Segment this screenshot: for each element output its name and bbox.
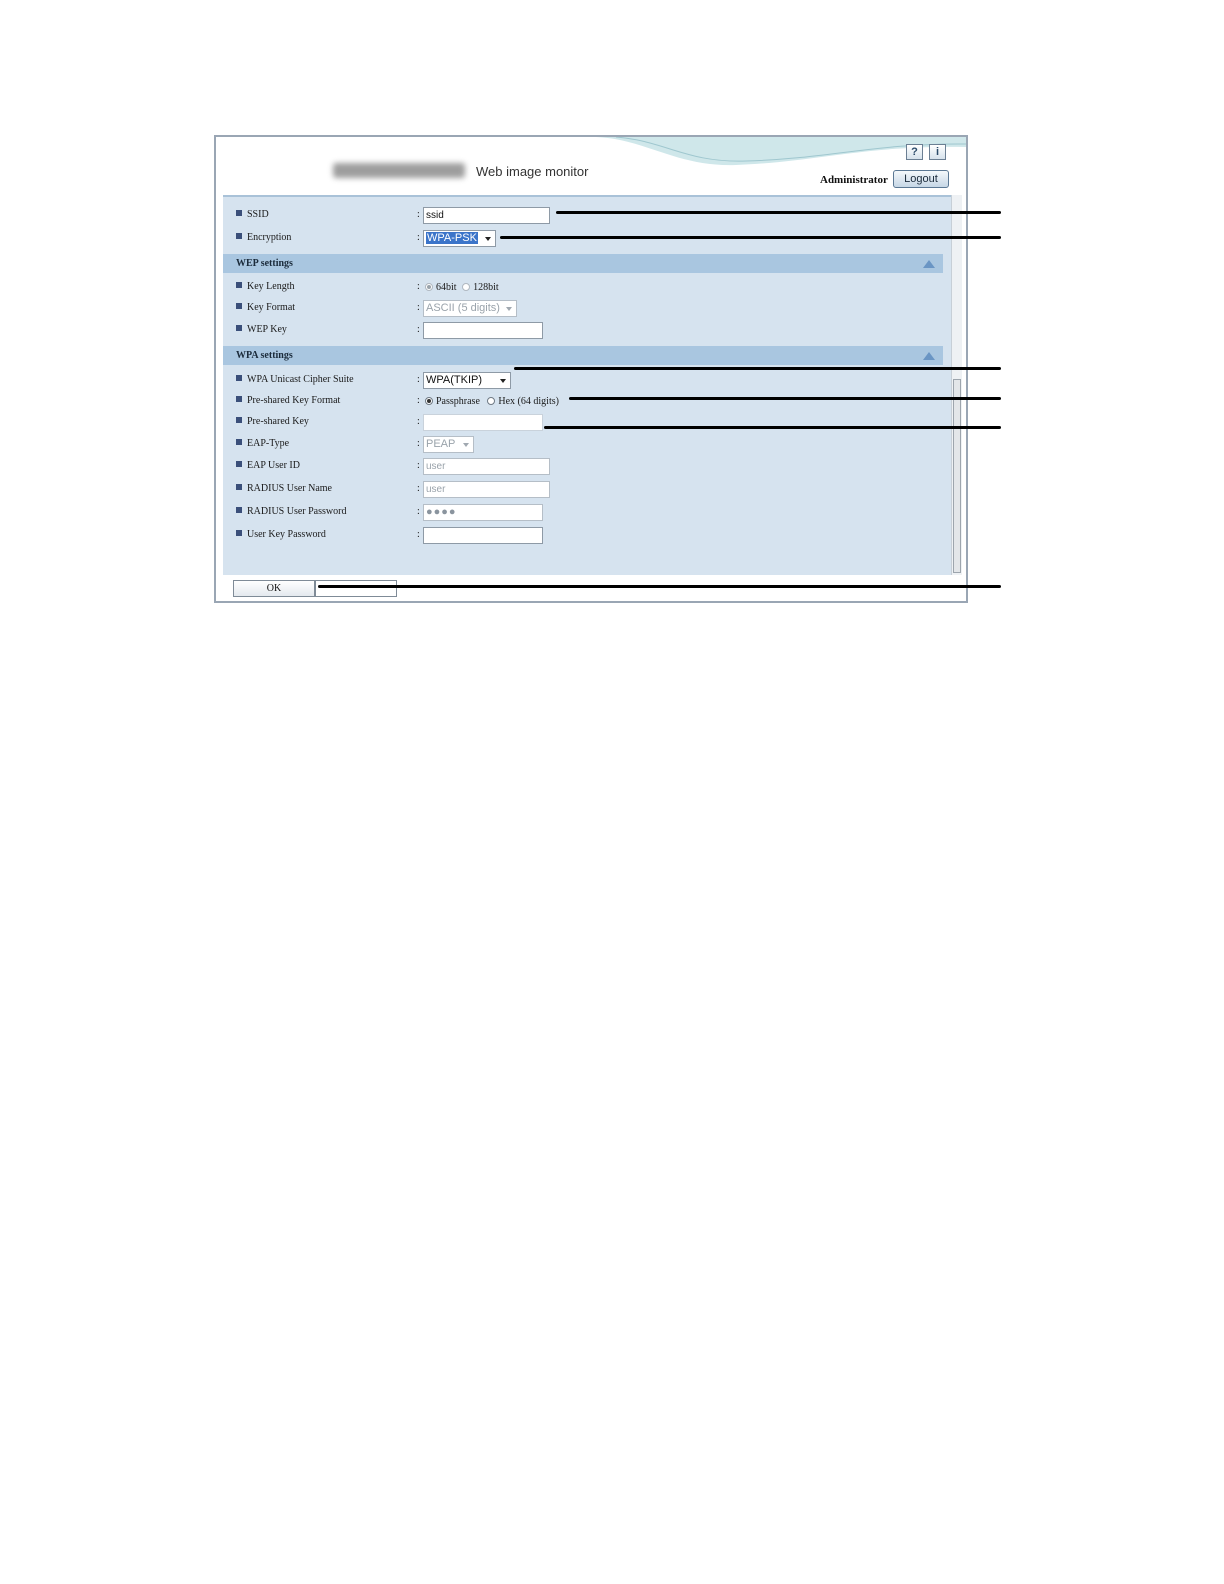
callout-line — [514, 367, 1001, 370]
callout-line — [569, 397, 1001, 400]
app-title: Web image monitor — [476, 164, 589, 179]
callout-line — [500, 236, 1001, 239]
bullet-icon — [236, 507, 242, 513]
wep-section-header[interactable] — [223, 254, 943, 273]
ssid-row — [236, 206, 269, 224]
key-length-radios — [425, 279, 499, 296]
key-format-select[interactable] — [423, 300, 517, 317]
ssid-input[interactable]: ssid — [423, 207, 550, 224]
scrollbar-thumb[interactable] — [953, 379, 961, 573]
radius-user-input[interactable]: user — [423, 481, 550, 498]
bullet-icon — [236, 417, 242, 423]
ok-button[interactable]: OK — [233, 580, 315, 597]
eap-user-id-label: EAP User ID — [247, 460, 300, 471]
encryption-label: Encryption — [247, 232, 292, 243]
brand-logo — [333, 163, 465, 178]
ssid-label: SSID — [247, 209, 269, 220]
key-format-row — [236, 299, 295, 317]
vertical-scrollbar[interactable] — [951, 195, 962, 575]
bullet-icon — [236, 210, 242, 216]
radius-user-label: RADIUS User Name — [247, 483, 332, 494]
wep-key-input[interactable] — [423, 322, 543, 339]
help-icon[interactable]: ? — [906, 144, 923, 160]
collapse-triangle-icon[interactable] — [923, 352, 935, 360]
radio-128bit-label: 128bit — [473, 282, 499, 293]
callout-line — [556, 211, 1001, 214]
collapse-triangle-icon[interactable] — [923, 260, 935, 268]
user-key-password-label: User Key Password — [247, 529, 326, 540]
chevron-down-icon — [506, 307, 512, 311]
eap-type-value: PEAP — [426, 438, 456, 450]
bullet-icon — [236, 484, 242, 490]
bullet-icon — [236, 439, 242, 445]
header-wave-decoration — [216, 137, 966, 195]
eap-type-label: EAP-Type — [247, 438, 290, 449]
wep-section-title: WEP settings — [236, 258, 293, 269]
user-key-password-row — [236, 526, 326, 544]
wpa-section-header[interactable] — [223, 346, 943, 365]
bullet-icon — [236, 461, 242, 467]
bullet-icon — [236, 375, 242, 381]
encryption-select[interactable] — [423, 230, 496, 247]
key-length-row — [236, 278, 295, 296]
callout-line — [318, 585, 1001, 588]
wep-key-label: WEP Key — [247, 324, 287, 335]
key-format-label: Key Format — [247, 302, 296, 313]
user-key-password-input[interactable] — [423, 527, 543, 544]
eap-user-id-input[interactable]: user — [423, 458, 550, 475]
radius-user-row — [236, 480, 332, 498]
chevron-down-icon — [485, 237, 491, 241]
eap-type-row — [236, 435, 289, 453]
psk-format-radios — [425, 393, 559, 410]
cipher-select[interactable] — [423, 372, 511, 389]
bullet-icon — [236, 233, 242, 239]
encryption-row — [236, 229, 291, 247]
radio-hex[interactable] — [487, 397, 495, 405]
logout-button[interactable]: Logout — [893, 170, 949, 188]
bullet-icon — [236, 396, 242, 402]
callout-line — [544, 426, 1001, 429]
cipher-label: WPA Unicast Cipher Suite — [247, 374, 354, 385]
radius-password-row — [236, 503, 346, 521]
radius-password-label: RADIUS User Password — [247, 506, 347, 517]
key-format-value: ASCII (5 digits) — [426, 302, 500, 314]
psk-format-label: Pre-shared Key Format — [247, 395, 341, 406]
wep-key-row — [236, 321, 287, 339]
secondary-button[interactable] — [315, 580, 397, 597]
bullet-icon — [236, 282, 242, 288]
chevron-down-icon — [500, 379, 506, 383]
radio-hex-label: Hex (64 digits) — [498, 396, 559, 407]
wpa-section-title: WPA settings — [236, 350, 293, 361]
eap-type-select[interactable] — [423, 436, 474, 453]
password-mask: ●●●● — [426, 506, 457, 518]
radio-64bit[interactable] — [425, 283, 433, 291]
psk-row — [236, 413, 309, 431]
eap-user-id-row — [236, 457, 300, 475]
footer-bar — [223, 575, 963, 601]
radio-64bit-label: 64bit — [436, 282, 457, 293]
cipher-value: WPA(TKIP) — [426, 374, 483, 386]
radio-passphrase-label: Passphrase — [436, 396, 480, 407]
user-role-label: Administrator — [820, 174, 888, 186]
psk-format-row — [236, 392, 340, 410]
radio-128bit[interactable] — [462, 283, 470, 291]
psk-input[interactable] — [423, 414, 543, 431]
settings-panel: SSID : ssid Encryption : WPA-PSK WEP settings Key Length : 64bit 128bit Key Format : ASCII (5 digits) WEP Key : WPA settings WPA Unicast Cipher Suite : WPA(TKIP) Pre-shared Key Format : Passphrase Hex (64 digits) Pre-shared Key : EAP-Type : PEAP EAP User ID : user RADIUS User Name : user RADIUS User Password : ●●●● User Key Password : — [223, 195, 951, 575]
cipher-row — [236, 371, 354, 389]
info-icon[interactable]: i — [929, 144, 946, 160]
encryption-value: WPA-PSK — [427, 232, 477, 244]
app-header — [216, 137, 966, 195]
chevron-down-icon — [463, 443, 469, 447]
key-length-label: Key Length — [247, 281, 295, 292]
radio-passphrase[interactable] — [425, 397, 433, 405]
radius-password-input[interactable] — [423, 504, 543, 521]
bullet-icon — [236, 325, 242, 331]
bullet-icon — [236, 530, 242, 536]
bullet-icon — [236, 303, 242, 309]
psk-label: Pre-shared Key — [247, 416, 309, 427]
